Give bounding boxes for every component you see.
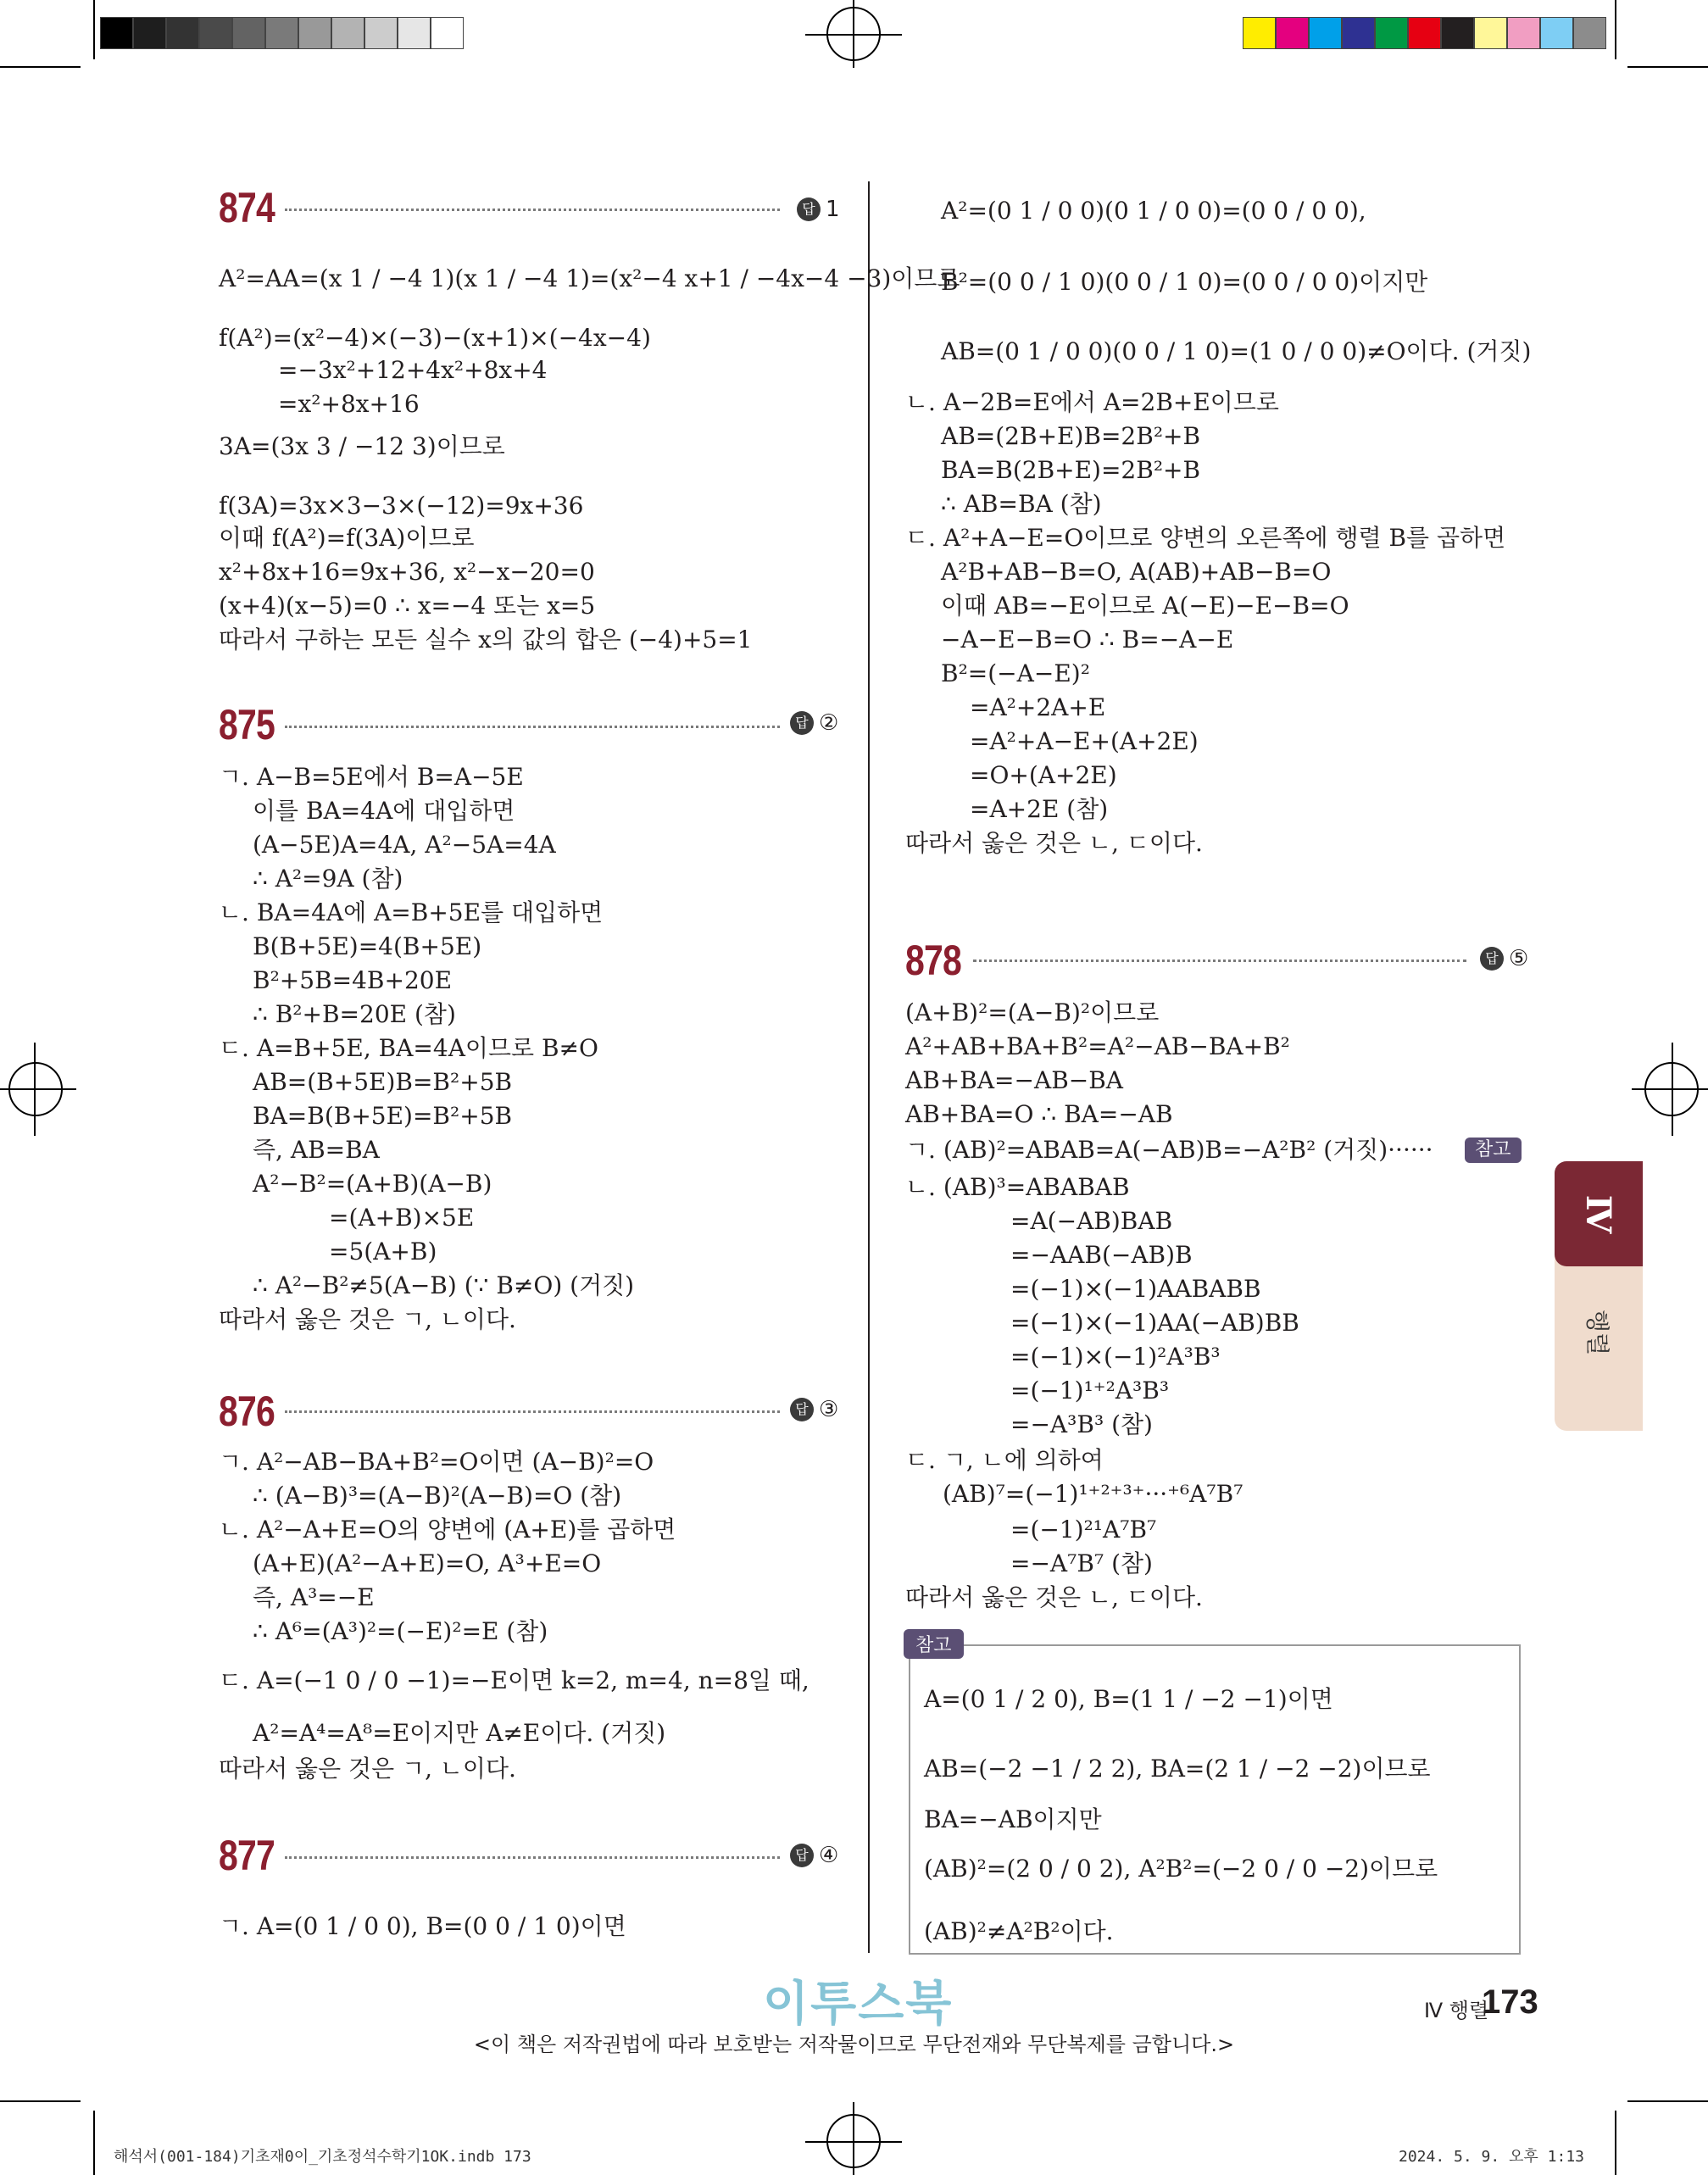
chapter-tab-label: 행렬	[1555, 1234, 1643, 1431]
answer-value: ②	[819, 710, 839, 736]
solution-line: AB=(0 1 / 0 0)(0 0 / 1 0)=(1 0 / 0 0)≠O이다. (거짓)	[941, 337, 1532, 365]
solution-line: ㄴ. A−2B=E에서 A=2B+E이므로	[905, 388, 1279, 416]
solution-line: =−3x²+12+4x²+8x+4	[278, 356, 548, 384]
solution-line: =(−1)×(−1)AABABB	[1010, 1275, 1261, 1303]
color-swatch	[1375, 17, 1408, 49]
solution-line: A²=AA=(x 1 / −4 1)(x 1 / −4 1)=(x²−4 x+1 / −4x−4 −3)이므로	[219, 264, 960, 292]
page-number: 173	[1482, 1983, 1538, 2021]
file-slug: 해석서(001-184)기초재0이_기초정석수학기1OK.indb 173	[114, 2148, 531, 2166]
solution-line: ㄱ. A²−AB−BA+B²=O이면 (A−B)²=O	[219, 1448, 654, 1476]
solution-line: 즉, A³=−E	[253, 1583, 375, 1611]
color-swatch	[331, 17, 364, 49]
color-swatch	[1309, 17, 1342, 49]
answer-875	[790, 710, 838, 736]
color-swatch	[298, 17, 331, 49]
color-swatch	[1342, 17, 1375, 49]
solution-line: x²+8x+16=9x+36, x²−x−20=0	[219, 558, 595, 586]
solution-line: 따라서 옳은 것은 ㄱ, ㄴ이다.	[219, 1755, 516, 1783]
color-swatch	[364, 17, 398, 49]
solution-line: 따라서 옳은 것은 ㄱ, ㄴ이다.	[219, 1305, 516, 1333]
color-swatch	[398, 17, 431, 49]
solution-line: A²+AB+BA+B²=A²−AB−BA+B²	[905, 1032, 1290, 1060]
note-line: A=(0 1 / 2 0), B=(1 1 / −2 −1)이면	[924, 1685, 1333, 1713]
answer-877	[790, 1843, 838, 1868]
solution-line: =x²+8x+16	[278, 390, 420, 418]
solution-line: A²−B²=(A+B)(A−B)	[253, 1170, 492, 1198]
crop-mark	[1627, 66, 1708, 68]
note-line: BA=−AB이지만	[924, 1805, 1102, 1833]
solution-line: ㄷ. ㄱ, ㄴ에 의하여	[905, 1446, 1104, 1474]
color-swatch	[1573, 17, 1606, 49]
problem-number-875: 875	[219, 701, 275, 748]
solution-line: =5(A+B)	[329, 1238, 437, 1266]
solution-line: ㄷ. A=(−1 0 / 0 −1)=−E이면 k=2, m=4, n=8일 때,	[219, 1666, 809, 1694]
leader-dots	[973, 960, 1466, 962]
color-swatch	[1507, 17, 1540, 49]
solution-line: =A(−AB)BAB	[1010, 1207, 1173, 1235]
solution-line: B(B+5E)=4(B+5E)	[253, 932, 482, 960]
solution-line: 이때 AB=−E이므로 A(−E)−E−B=O	[941, 592, 1349, 620]
solution-line: =−A³B³ (참)	[1010, 1410, 1153, 1438]
crop-mark	[1615, 2111, 1616, 2175]
solution-line: AB=(B+5E)B=B²+5B	[253, 1068, 513, 1096]
color-swatch	[100, 17, 133, 49]
running-footer-chapter: Ⅳ 행렬	[1424, 1999, 1489, 2022]
color-swatch	[1540, 17, 1573, 49]
solution-line: BA=B(2B+E)=2B²+B	[941, 456, 1201, 484]
solution-line: 3A=(3x 3 / −12 3)이므로	[219, 432, 505, 460]
note-label: 참고	[904, 1629, 964, 1659]
answer-badge: 답	[790, 1844, 814, 1867]
solution-line: ∴ AB=BA (참)	[941, 490, 1102, 518]
solution-line: 따라서 옳은 것은 ㄴ, ㄷ이다.	[905, 1583, 1203, 1611]
chapter-tab-numeral: Ⅳ	[1555, 1161, 1643, 1266]
solution-line: B²+5B=4B+20E	[253, 966, 453, 994]
solution-line: =A²+A−E+(A+2E)	[970, 727, 1199, 755]
solution-line: ∴ A²=9A (참)	[253, 865, 403, 893]
solution-line: (A−5E)A=4A, A²−5A=4A	[253, 831, 556, 859]
solution-line: ㄷ. A=B+5E, BA=4A이므로 B≠O	[219, 1034, 598, 1062]
solution-line: 이를 BA=4A에 대입하면	[253, 797, 515, 825]
solution-line: =A²+2A+E	[970, 693, 1106, 721]
solution-line: =(−1)×(−1)²A³B³	[1010, 1343, 1221, 1371]
problem-number-878: 878	[905, 937, 961, 984]
solution-line: ∴ A²−B²≠5(A−B) (∵ B≠O) (거짓)	[253, 1271, 635, 1299]
color-swatch	[1276, 17, 1309, 49]
solution-line: ㄴ. (AB)³=ABABAB	[905, 1173, 1130, 1201]
color-swatch	[1441, 17, 1474, 49]
solution-line: BA=B(B+5E)=B²+5B	[253, 1102, 513, 1130]
color-swatch	[431, 17, 464, 49]
solution-line: ㄱ. A−B=5E에서 B=A−5E	[219, 763, 524, 791]
solution-line: =O+(A+2E)	[970, 761, 1117, 789]
answer-value: ④	[819, 1843, 839, 1868]
solution-line: ㄷ. A²+A−E=O이므로 양변의 오른쪽에 행렬 B를 곱하면	[905, 524, 1506, 552]
answer-value: ⑤	[1509, 946, 1529, 971]
solution-line: 따라서 옳은 것은 ㄴ, ㄷ이다.	[905, 829, 1203, 857]
solution-line: 이때 f(A²)=f(3A)이므로	[219, 524, 475, 552]
note-line: (AB)²=(2 0 / 0 2), A²B²=(−2 0 / 0 −2)이므로	[924, 1855, 1438, 1883]
solution-line: (A+B)²=(A−B)²이므로	[905, 998, 1160, 1026]
crop-mark	[0, 66, 81, 68]
answer-badge: 답	[790, 711, 814, 735]
leader-dots	[285, 209, 780, 211]
solution-line: =(−1)×(−1)AA(−AB)BB	[1010, 1309, 1299, 1337]
color-swatch	[1408, 17, 1441, 49]
color-swatch	[265, 17, 298, 49]
crop-mark	[93, 2111, 95, 2175]
answer-874	[797, 197, 840, 222]
color-swatch	[1474, 17, 1507, 49]
solution-line: AB=(2B+E)B=2B²+B	[941, 422, 1201, 450]
solution-line: =(−1)²¹A⁷B⁷	[1010, 1516, 1157, 1544]
color-swatch	[199, 17, 232, 49]
solution-line: AB+BA=−AB−BA	[905, 1066, 1124, 1094]
solution-line: =(−1)¹⁺²A³B³	[1010, 1377, 1170, 1405]
answer-badge: 답	[797, 197, 821, 221]
problem-number-874: 874	[219, 184, 275, 231]
answer-878	[1480, 946, 1528, 971]
solution-line: B²=(−A−E)²	[941, 659, 1090, 687]
answer-badge: 답	[1480, 947, 1504, 971]
color-swatch	[1243, 17, 1276, 49]
note-line: AB=(−2 −1 / 2 2), BA=(2 1 / −2 −2)이므로	[924, 1755, 1431, 1783]
color-swatch	[133, 17, 166, 49]
problem-number-876: 876	[219, 1388, 275, 1435]
copyright-notice: <이 책은 저작권법에 따라 보호받는 저작물이므로 무단전재와 무단복제를 금합니다.>	[473, 2033, 1235, 2056]
date-slug: 2024. 5. 9. 오후 1:13	[1399, 2148, 1585, 2166]
column-divider	[868, 181, 870, 1953]
solution-line: ㄱ. A=(0 1 / 0 0), B=(0 0 / 1 0)이면	[219, 1912, 626, 1940]
leader-dots	[285, 1856, 780, 1859]
color-swatch	[166, 17, 199, 49]
solution-line: =−A⁷B⁷ (참)	[1010, 1549, 1153, 1577]
solution-line: A²=A⁴=A⁸=E이지만 A≠E이다. (거짓)	[253, 1719, 666, 1747]
solution-line: (x+4)(x−5)=0 ∴ x=−4 또는 x=5	[219, 592, 596, 620]
solution-line: ㄴ. BA=4A에 A=B+5E를 대입하면	[219, 898, 604, 926]
solution-line: A²=(0 1 / 0 0)(0 1 / 0 0)=(0 0 / 0 0),	[941, 197, 1366, 225]
note-line: (AB)²≠A²B²이다.	[924, 1917, 1114, 1945]
color-swatch	[232, 17, 265, 49]
crop-mark	[1615, 0, 1616, 59]
answer-876	[790, 1397, 838, 1422]
solution-line: 즉, AB=BA	[253, 1136, 380, 1164]
solution-line: ∴ A⁶=(A³)²=(−E)²=E (참)	[253, 1617, 548, 1645]
crop-mark	[0, 2100, 81, 2102]
reference-tag: 참고	[1465, 1138, 1522, 1163]
solution-line: f(A²)=(x²−4)×(−3)−(x+1)×(−4x−4)	[219, 324, 651, 352]
solution-line: (A+E)(A²−A+E)=O, A³+E=O	[253, 1549, 602, 1577]
answer-value: 1	[826, 197, 840, 222]
problem-number-877: 877	[219, 1832, 275, 1879]
leader-dots	[285, 726, 780, 728]
solution-line: (AB)⁷=(−1)¹⁺²⁺³⁺···⁺⁶A⁷B⁷	[943, 1480, 1243, 1508]
solution-line: ∴ B²+B=20E (참)	[253, 1000, 456, 1028]
solution-line: =−AAB(−AB)B	[1010, 1241, 1193, 1269]
solution-line: =A+2E (참)	[970, 795, 1109, 823]
solution-line: =(A+B)×5E	[329, 1204, 475, 1232]
solution-line: B²=(0 0 / 1 0)(0 0 / 1 0)=(0 0 / 0 0)이지만	[941, 268, 1428, 296]
crop-mark	[1627, 2100, 1708, 2102]
solution-line: ㄴ. A²−A+E=O의 양변에 (A+E)를 곱하면	[219, 1516, 676, 1544]
answer-value: ③	[819, 1397, 839, 1422]
solution-line: A²B+AB−B=O, A(AB)+AB−B=O	[941, 558, 1332, 586]
crop-mark	[93, 0, 95, 59]
publisher-logo: 이투스북	[763, 1977, 954, 2032]
solution-line: −A−E−B=O ∴ B=−A−E	[941, 626, 1234, 654]
solution-line: ㄱ. (AB)²=ABAB=A(−AB)B=−A²B² (거짓)······	[905, 1136, 1433, 1164]
solution-line: f(3A)=3x×3−3×(−12)=9x+36	[219, 492, 584, 520]
leader-dots	[285, 1410, 780, 1413]
answer-badge: 답	[790, 1398, 814, 1421]
solution-line: 따라서 구하는 모든 실수 x의 값의 합은 (−4)+5=1	[219, 626, 753, 654]
solution-line: ∴ (A−B)³=(A−B)²(A−B)=O (참)	[253, 1482, 622, 1510]
solution-line: AB+BA=O ∴ BA=−AB	[905, 1100, 1173, 1128]
